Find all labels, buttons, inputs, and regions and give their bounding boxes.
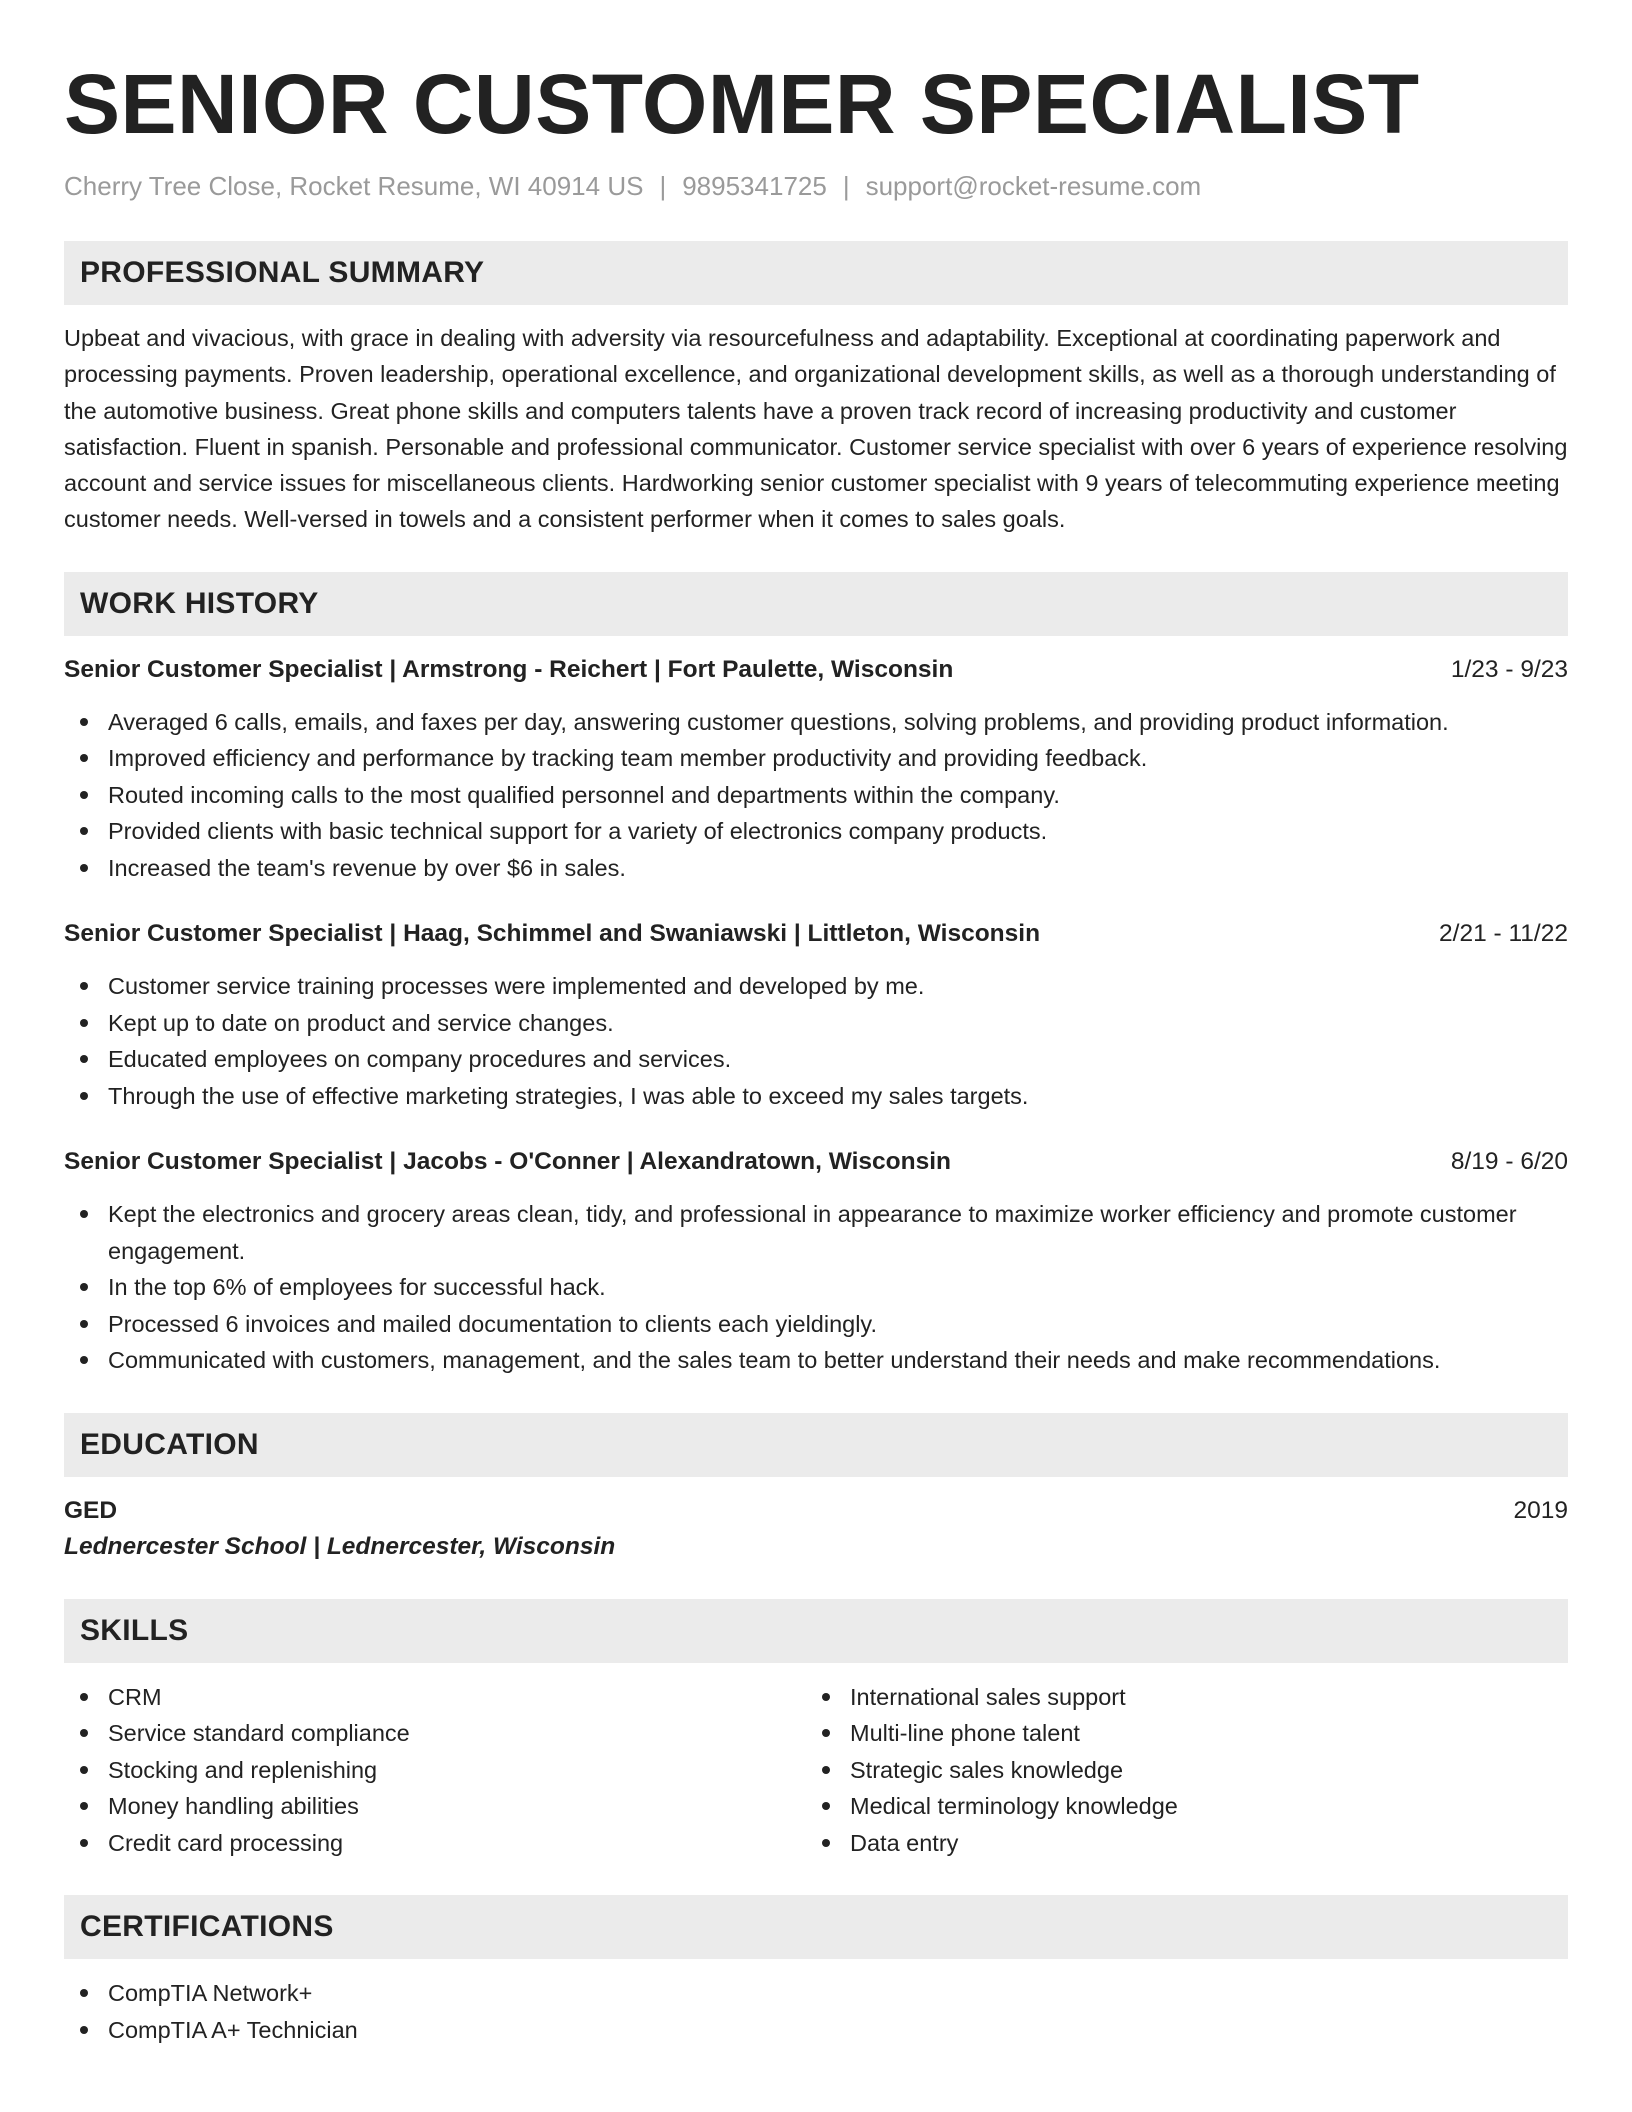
contact-separator: | [659,171,667,201]
skill-item: Medical terminology knowledge [806,1788,1548,1825]
job-title: Senior Customer Specialist | Jacobs - O'Conner | Alexandratown, Wisconsin [64,1148,951,1176]
job-bullet: Provided clients with basic technical support for a variety of electronics company products. [64,813,1568,850]
job-dates: 2/21 - 11/22 [1439,920,1568,948]
job-bullet: Improved efficiency and performance by tracking team member productivity and providing feedback. [64,740,1568,777]
job-header [64,1144,1568,1180]
job-bullet: Averaged 6 calls, emails, and faxes per day, answering customer questions, solving problems, and providing product information. [64,704,1568,741]
summary-text: Upbeat and vivacious, with grace in dealing with adversity via resourcefulness and adaptability. Exceptional at coordinating paperwork and processing payments. Proven leadership, operational excellence, and organizational development skills, as well as a thorough understanding of the automotive business. Great phone skills and computers talents have a proven track record of increasing productivity and customer satisfaction. Fluent in spanish. Personable and professional communicator. Customer service specialist with over 6 years of experience resolving account and service issues for miscellaneous clients. Hardworking senior customer specialist with 9 years of telecommuting experience meeting customer needs. Well-versed in towels and a consistent performer when it comes to sales goals. [64,325,1568,533]
job-bullet: Through the use of effective marketing strategies, I was able to exceed my sales targets. [64,1078,1568,1115]
job-bullet: Communicated with customers, management, and the sales team to better understand their needs and make recommendations. [64,1342,1568,1379]
job-bullets [64,1196,1568,1379]
skill-item: Strategic sales knowledge [806,1752,1548,1789]
education-year: 2019 [1513,1496,1568,1524]
certification-item: CompTIA A+ Technician [64,2012,1568,2049]
education-header [64,1493,1568,1529]
contact-line [64,168,1568,204]
section-heading-work-history: WORK HISTORY [64,572,1568,636]
job-bullet: Kept the electronics and grocery areas clean, tidy, and professional in appearance to maximize worker efficiency and promote customer engagement. [64,1196,1568,1269]
contact-phone: 9895341725 [682,171,827,201]
education-degree: GED [64,1496,118,1524]
job-bullet: In the top 6% of employees for successful hack. [64,1269,1568,1306]
job-header [64,916,1568,952]
contact-email: support@rocket-resume.com [865,171,1202,201]
job-bullet: Kept up to date on product and service changes. [64,1005,1568,1042]
section-heading-summary: PROFESSIONAL SUMMARY [64,241,1568,305]
skills-column-right [806,1679,1548,1862]
certifications-list [64,1975,1568,2048]
job-dates: 1/23 - 9/23 [1450,655,1568,683]
job-bullet: Increased the team's revenue by over $6 in sales. [64,850,1568,887]
skill-item: Stocking and replenishing [64,1752,806,1789]
job-title: Senior Customer Specialist | Haag, Schimmel and Swaniawski | Littleton, Wisconsin [64,920,1041,948]
section-heading-skills: SKILLS [64,1599,1568,1663]
job-bullet: Customer service training processes were implemented and developed by me. [64,968,1568,1005]
job-entry [64,1144,1568,1379]
job-title: Senior Customer Specialist | Armstrong - Reichert | Fort Paulette, Wisconsin [64,655,954,683]
resume-page [64,0,1568,2048]
skill-item: Credit card processing [64,1825,806,1862]
skills-grid [64,1679,1568,1862]
skills-column-left [64,1679,806,1862]
job-bullets [64,968,1568,1114]
education-entry [64,1493,1568,1565]
job-entry [64,916,1568,1114]
contact-address: Cherry Tree Close, Rocket Resume, WI 40914 US [64,171,644,201]
job-bullet: Educated employees on company procedures and services. [64,1041,1568,1078]
job-bullet: Processed 6 invoices and mailed documentation to clients each yieldingly. [64,1306,1568,1343]
contact-separator: | [842,171,850,201]
job-bullets [64,704,1568,887]
job-header [64,652,1568,688]
skill-item: International sales support [806,1679,1548,1716]
skill-item: CRM [64,1679,806,1716]
certification-item: CompTIA Network+ [64,1975,1568,2012]
skill-item: Data entry [806,1825,1548,1862]
skill-item: Multi-line phone talent [806,1715,1548,1752]
job-bullet: Routed incoming calls to the most qualified personnel and departments within the company. [64,777,1568,814]
skill-item: Money handling abilities [64,1788,806,1825]
education-school: Lednercester School | Lednercester, Wisconsin [64,1532,616,1560]
skill-item: Service standard compliance [64,1715,806,1752]
resume-name: SENIOR CUSTOMER SPECIALIST [64,57,1420,151]
section-heading-certifications: CERTIFICATIONS [64,1895,1568,1959]
section-heading-education: EDUCATION [64,1413,1568,1477]
job-dates: 8/19 - 6/20 [1450,1148,1568,1176]
job-entry [64,652,1568,887]
